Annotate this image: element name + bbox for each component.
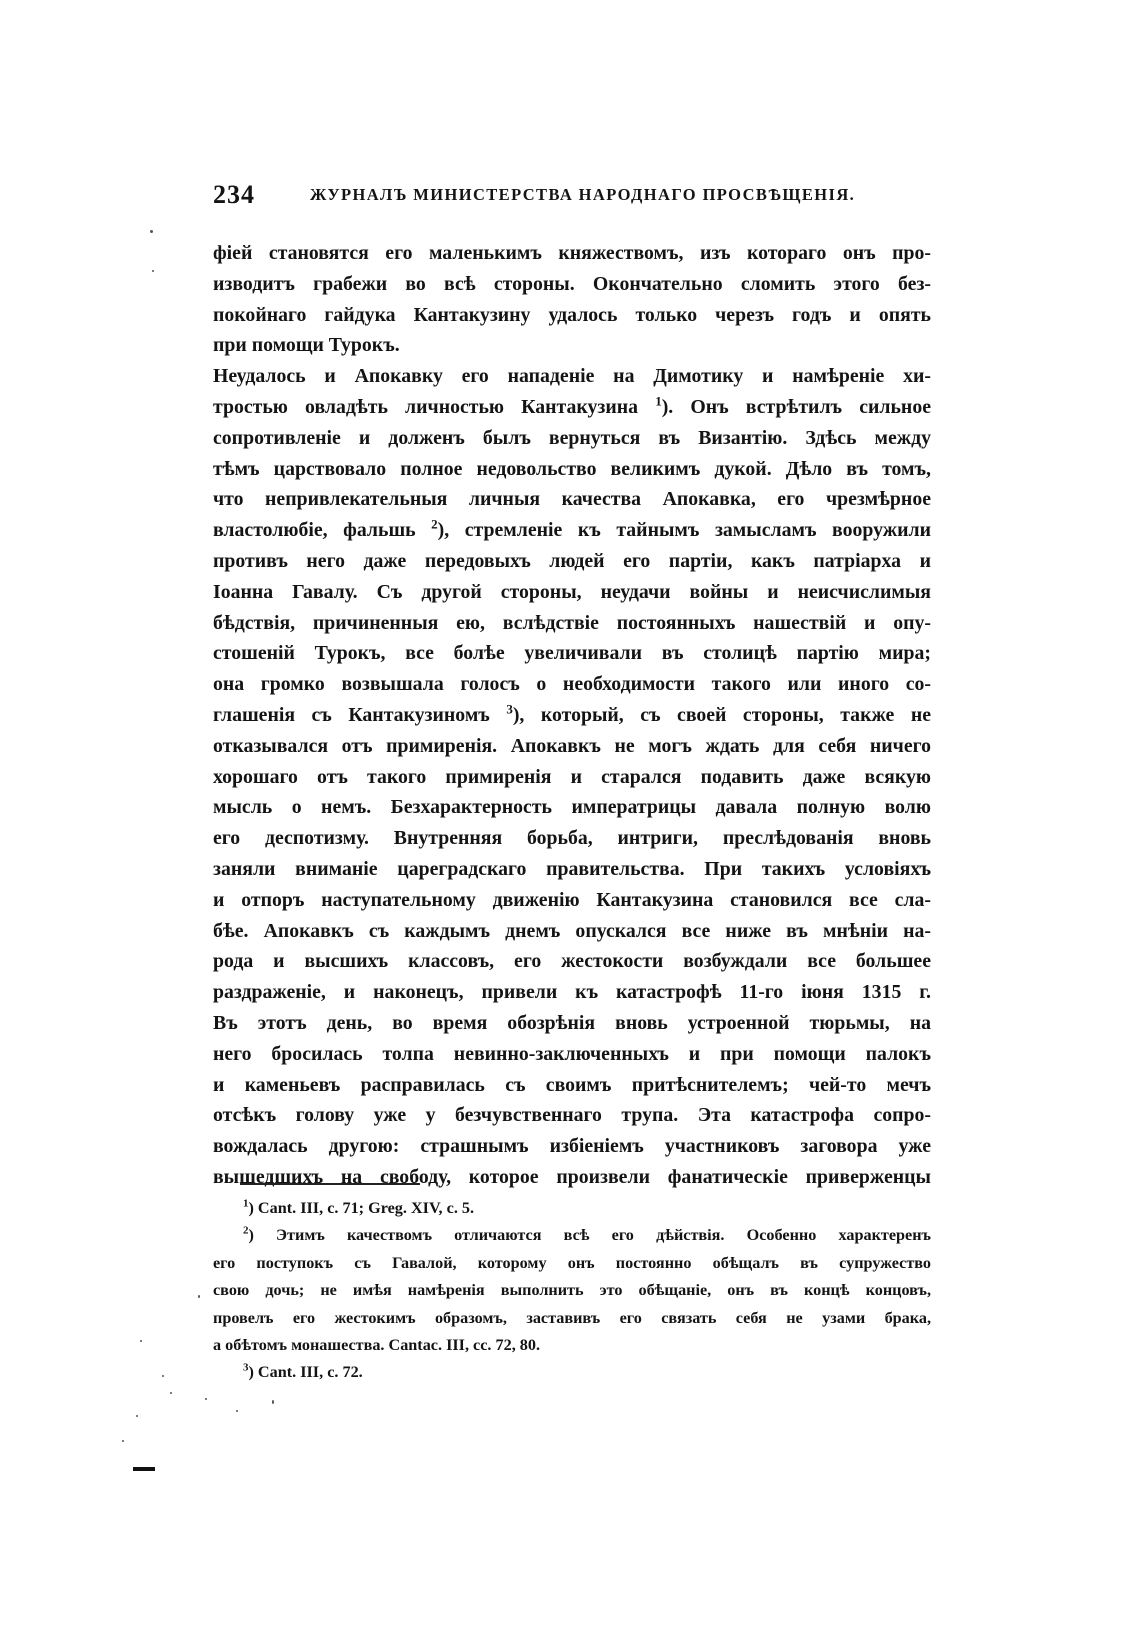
- scan-speck: [162, 1375, 164, 1377]
- line-tail: ), который, съ своей стороны, также не: [512, 703, 931, 726]
- text-line: стошеній Турокъ, все болѣе увеличивали въ столицѣ партію мира;: [213, 642, 931, 665]
- footnote-text: ) Cant. III, c. 71; Greg. XIV, c. 5.: [248, 1199, 475, 1217]
- text-line: него бросилась толпа невинно-заключенныхъ и при помощи палокъ: [213, 1042, 931, 1065]
- text-line: и отпоръ наступательному движенію Кантакузина становился все сла-: [213, 888, 931, 911]
- line-head: властолюбіе, фальшь: [213, 519, 416, 542]
- text-line: [213, 700, 931, 731]
- text-line: [213, 361, 931, 392]
- footnote-2: [213, 1222, 931, 1249]
- text-line: что непривлекательныя личныя качества Апокавка, его чрезмѣрное: [213, 488, 931, 511]
- scan-speck: [205, 1398, 207, 1400]
- footnote-text-line: а обѣтомъ монашества. Cantac. III, cc. 72, 80.: [213, 1335, 541, 1354]
- text-line: раздраженіе, и наконецъ, привели къ катастрофѣ 11-го іюня 1315 г.: [213, 981, 931, 1004]
- text-line: его деспотизму. Внутренняя борьба, интриги, преслѣдованія вновь: [213, 827, 931, 850]
- text-line: фіей становятся его маленькимъ княжествомъ, изъ котораго онъ про-: [213, 242, 931, 264]
- scan-speck: [236, 1410, 238, 1412]
- footnote-mark: 3: [243, 1361, 249, 1374]
- text-line: изводитъ грабежи во всѣ стороны. Окончательно сломить этого без-: [213, 272, 931, 295]
- footnote-ref: 2: [431, 516, 438, 532]
- footnotes: [213, 1195, 931, 1387]
- text-line: сопротивленіе и долженъ былъ вернуться въ Византію. Здѣсь между: [213, 426, 931, 449]
- text-line: при помощи Турокъ.: [213, 334, 400, 357]
- line-tail: ). Онъ встрѣтилъ сильное: [661, 395, 931, 418]
- paragraph-start: Неудалось и Апокавку его нападеніе на Димотику и намѣреніе хи-: [213, 365, 931, 388]
- text-line: и каменьевъ расправилась съ своимъ притѣснителемъ; чей-то мечъ: [213, 1073, 931, 1096]
- scan-speck: [136, 1415, 138, 1417]
- line-tail: ), стремленіе къ тайнымъ замысламъ вооружили: [437, 519, 931, 542]
- text-line: отсѣкъ голову уже у безчувственнаго трупа. Эта катастрофа сопро-: [213, 1104, 931, 1127]
- scan-speck: [198, 1295, 200, 1298]
- footnote-text: ) Cant. III, c. 72.: [248, 1363, 363, 1382]
- line-head: глашенія съ Кантакузиномъ: [213, 703, 490, 726]
- scan-speck: [140, 1340, 142, 1342]
- text-line: вышедшихъ на свободу, которое произвели фанатическіе приверженцы: [213, 1165, 931, 1188]
- main-text: [213, 238, 931, 1193]
- text-line: бѣе. Апокавкъ съ каждымъ днемъ опускался все ниже въ мнѣніи на-: [213, 919, 931, 942]
- footnote-mark: 1: [243, 1197, 249, 1210]
- text-line: она громко возвышала голосъ о необходимости такого или иного со-: [213, 673, 931, 696]
- scan-speck: [272, 1400, 274, 1404]
- footnote-3: [213, 1359, 931, 1386]
- footnote-text-line: его поступокъ съ Гавалой, которому онъ постоянно обѣщалъ въ супружество: [213, 1253, 931, 1272]
- text-line: Въ этотъ день, во время обозрѣнія вновь устроенной тюрьмы, на: [213, 1011, 931, 1034]
- footnote-ref: 3: [506, 701, 513, 717]
- text-line: бѣдствія, причиненныя ею, вслѣдствіе постоянныхъ нашествій и опу-: [213, 611, 931, 634]
- text-line: мысль о немъ. Безхарактерность императрицы давала полную волю: [213, 796, 931, 819]
- text-line: противъ него даже передовыхъ людей его партіи, какъ патріарха и: [213, 549, 931, 572]
- running-title: ЖУРНАЛЪ МИНИСТЕРСТВА НАРОДНАГО ПРОСВѢЩЕНІЯ.: [310, 185, 856, 204]
- footnote-ref: 1: [655, 393, 662, 409]
- text-line: тѣмъ царствовало полное недовольство великимъ дукой. Дѣло въ томъ,: [213, 457, 931, 480]
- line-head: тростью овладѣть личностью Кантакузина: [213, 395, 639, 418]
- scan-speck: [152, 270, 154, 272]
- text-line: [213, 515, 931, 546]
- scan-speck: [170, 1392, 172, 1394]
- text-line: Іоанна Гавалу. Съ другой стороны, неудачи войны и неисчислимыя: [213, 580, 931, 603]
- footnote-1: [213, 1195, 931, 1222]
- text-line: отказывался отъ примиренія. Апокавкъ не могъ ждать для себя ничего: [213, 734, 931, 757]
- footnote-text-line: провелъ его жестокимъ образомъ, заставивъ его связать себя не узами брака,: [213, 1308, 931, 1327]
- text-line: [213, 392, 931, 423]
- scan-mark: [133, 1467, 155, 1471]
- page-number: 234: [213, 180, 255, 209]
- footnote-mark: 2: [243, 1225, 249, 1237]
- footnote-text: ) Этимъ качествомъ отличаются всѣ его дѣйствія. Особенно характеренъ: [248, 1226, 931, 1245]
- text-line: вождалась другою: страшнымъ избіеніемъ участниковъ заговора уже: [213, 1135, 931, 1158]
- footnote-text-line: свою дочь; не имѣя намѣренія выполнить это обѣщаніе, онъ въ концѣ концовъ,: [213, 1281, 931, 1300]
- text-line: заняли вниманіе цареградскаго правительства. При такихъ условіяхъ: [213, 857, 931, 880]
- footnote-divider: [240, 1183, 420, 1185]
- text-line: покойнаго гайдука Кантакузину удалось только черезъ годъ и опять: [213, 303, 931, 326]
- page-header: [213, 180, 931, 216]
- scan-speck: [150, 230, 153, 233]
- text-line: хорошаго отъ такого примиренія и старался подавить даже всякую: [213, 765, 931, 788]
- text-line: рода и высшихъ классовъ, его жестокости возбуждали все большее: [213, 950, 931, 973]
- scan-speck: [122, 1440, 124, 1442]
